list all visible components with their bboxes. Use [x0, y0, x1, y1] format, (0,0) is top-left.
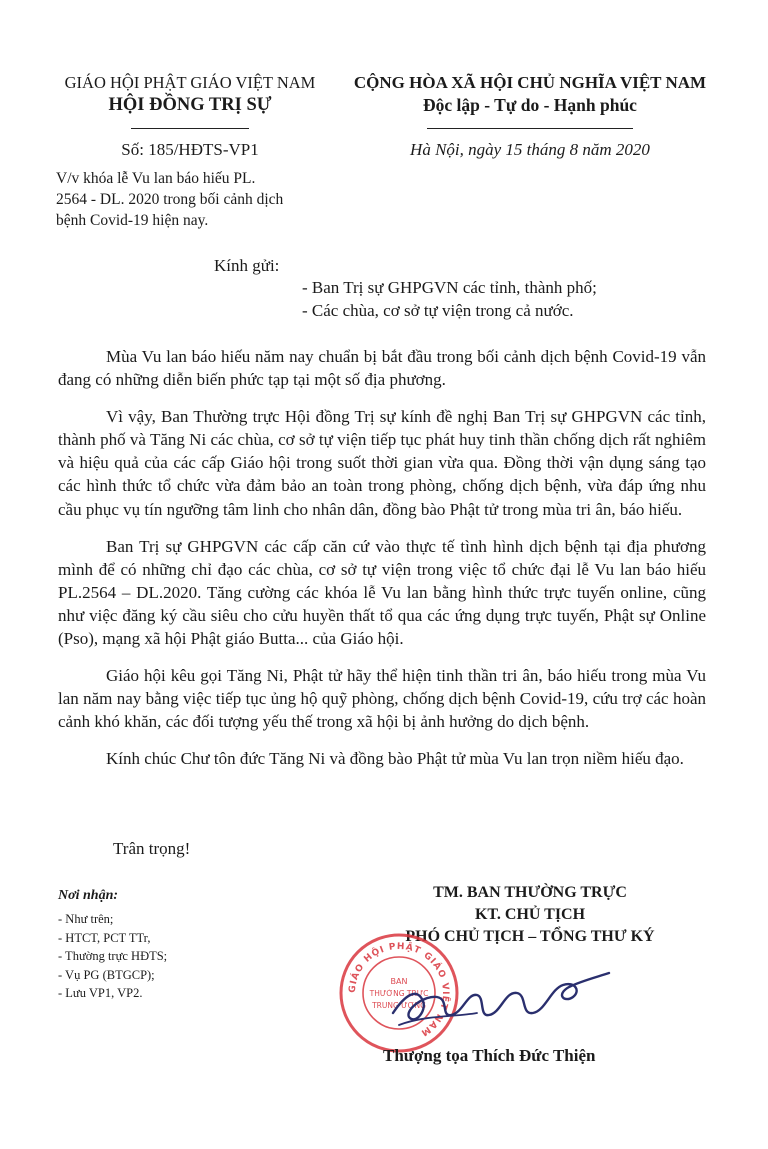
seal-ring-text: GIÁO HỘI PHẬT GIÁO VIỆT NAM: [347, 941, 451, 1038]
signature-title-line2: KT. CHỦ TỊCH: [474, 906, 586, 923]
seal-center-line: THƯỜNG TRỰC: [369, 989, 429, 998]
header-right-underline: [427, 128, 633, 129]
recipient-item: - Vụ PG (BTGCP);: [58, 967, 155, 982]
addressee-recipient: - Các chùa, cơ sở tự viện trong cả nước.: [302, 301, 574, 320]
header-left: [40, 72, 340, 134]
letter-body: [58, 345, 706, 785]
subject-line: V/v khóa lễ Vu lan báo hiếu PL.: [56, 170, 256, 187]
body-paragraph: Ban Trị sự GHPGVN các cấp căn cứ vào thực tế tình hình dịch bệnh tại địa phương mình để có những chỉ đạo các chùa, cơ sở tự viện trong việc tổ chức đại lễ Vu lan báo hiếu PL.2564 – DL.2020. Tăng cường các khóa lễ Vu lan bằng hình thức trực tuyến online, cũng như việc đăng ký cầu siêu cho cửu huyền thất tổ qua các ứng dụng trực tuyến, Phật sự Online (Pso), mạng xã hội Phật giáo Butta... của Giáo hội.: [58, 536, 706, 649]
seal-center-line: BAN: [390, 977, 408, 986]
national-motto: Độc lập - Tự do - Hạnh phúc: [423, 95, 637, 115]
seal-center-line: TRUNG ƯƠNG: [372, 1001, 426, 1010]
recipients-title: Nơi nhận:: [58, 888, 119, 903]
organization-name: GIÁO HỘI PHẬT GIÁO VIỆT NAM: [64, 73, 316, 92]
closing-phrase: Trân trọng!: [113, 839, 191, 858]
recipient-item: - Như trên;: [58, 912, 114, 926]
document-number: Số: 185/HĐTS-VP1: [121, 140, 259, 159]
signature-title-line3: PHÓ CHỦ TỊCH – TỔNG THƯ KÝ: [405, 928, 655, 945]
header-right: [335, 72, 725, 134]
recipient-item: - HTCT, PCT TTr,: [58, 930, 151, 945]
addressee-recipient: - Ban Trị sự GHPGVN các tỉnh, thành phố;: [302, 278, 597, 297]
recipients-list: [58, 910, 167, 1003]
republic-name: CỘNG HÒA XÃ HỘI CHỦ NGHĨA VIỆT NAM: [353, 73, 707, 92]
body-paragraph: Giáo hội kêu gọi Tăng Ni, Phật tử hãy thể hiện tinh thần tri ân, báo hiếu trong mùa Vu lan năm nay bằng việc tiếp tục ủng hộ quỹ phòng, chống dịch bệnh Covid-19, cứu trợ các hoàn cảnh khó khăn, các đối tượng yếu thế trong xã hội bị ảnh hưởng do dịch bệnh.: [58, 666, 706, 732]
body-paragraph: Vì vậy, Ban Thường trực Hội đồng Trị sự kính đề nghị Ban Trị sự GHPGVN các tỉnh, thành phố và Tăng Ni các chùa, cơ sở tự viện tiếp tục phát huy tinh thần chống dịch rất nghiêm và hiệu quả của các cấp Giáo hội trong suốt thời gian vừa qua. Đồng thời vận dụng sáng tạo các hình thức tổ chức vừa đảm bảo an toàn trong phòng, chống dịch bệnh, vừa đáp ứng nhu cầu phục vụ tín ngưỡng tâm linh cho nhân dân, đồng bào Phật tử trong mùa tri ân, báo hiếu.: [58, 407, 706, 519]
subject-block: [56, 168, 348, 231]
signature-title-line1: TM. BAN THƯỜNG TRỰC: [433, 884, 627, 901]
body-paragraph: Kính chúc Chư tôn đức Tăng Ni và đồng bào Phật tử mùa Vu lan trọn niềm hiếu đạo.: [106, 749, 684, 769]
recipient-item: - Lưu VP1, VP2.: [58, 986, 143, 1000]
subject-line: bệnh Covid-19 hiện nay.: [56, 212, 209, 229]
handwritten-signature: [385, 955, 615, 1040]
signer-name: Thượng tọa Thích Đức Thiện: [383, 1046, 596, 1065]
subject-line: 2564 - DL. 2020 trong bối cảnh dịch: [56, 191, 284, 208]
recipient-item: - Thường trực HĐTS;: [58, 949, 168, 963]
body-paragraph: Mùa Vu lan báo hiếu năm nay chuẩn bị bắt đầu trong bối cảnh dịch bệnh Covid-19 vẫn đang có những diễn biến phức tạp tại một số địa phương.: [58, 347, 706, 390]
date-line: Hà Nội, ngày 15 tháng 8 năm 2020: [410, 140, 650, 159]
addressee-label: Kính gửi:: [214, 256, 280, 275]
header-left-underline: [131, 128, 249, 129]
council-name: HỘI ĐỒNG TRỊ SỰ: [108, 95, 272, 115]
